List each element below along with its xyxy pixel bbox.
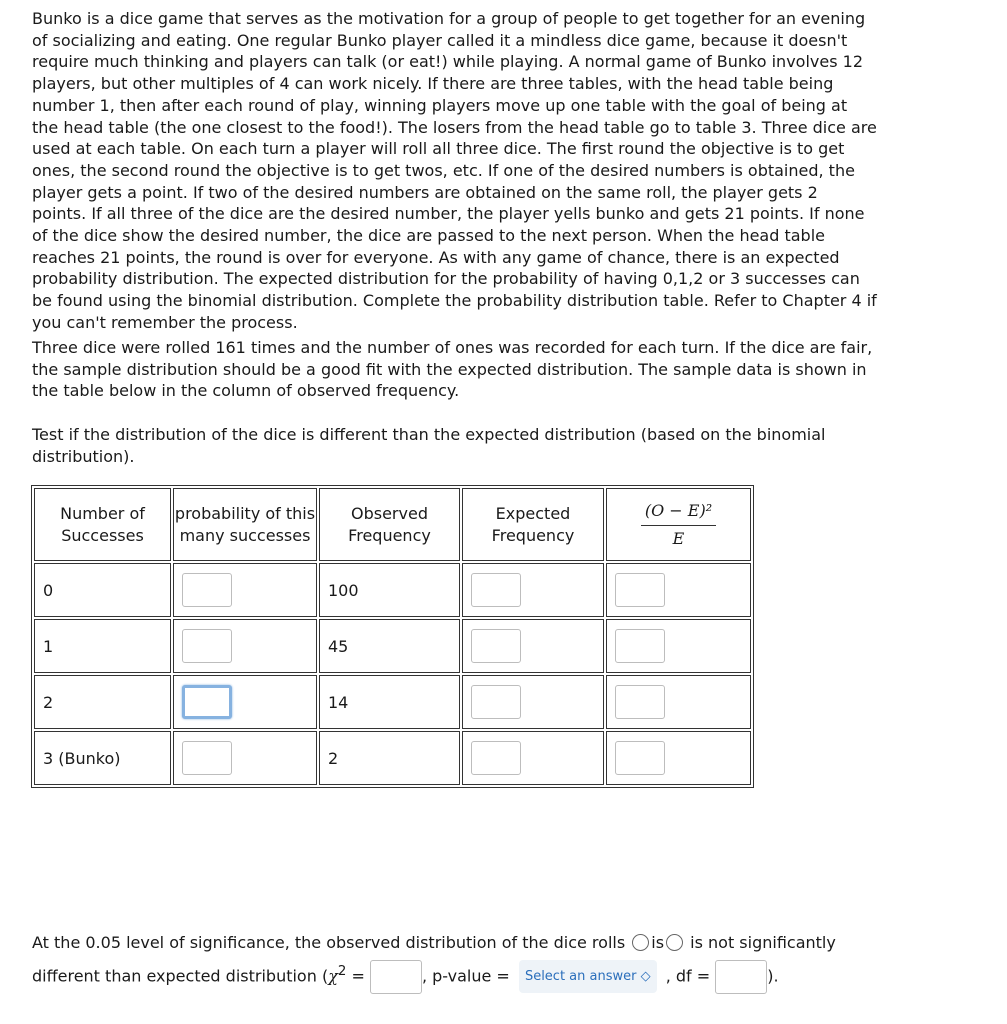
probability-input[interactable] [182,629,232,663]
conclusion-line-1 [32,928,932,957]
header-successes: Number of Successes [34,488,171,561]
successes-cell: 2 [34,675,171,729]
conclusion-line-2 [32,957,932,994]
chi-term-input[interactable] [615,741,665,775]
chi-fraction [641,500,716,549]
pvalue-label: , p-value = [421,966,510,986]
chi-square-input[interactable] [370,960,422,994]
df-input[interactable] [715,960,767,994]
observed-cell: 2 [319,731,460,785]
close-paren: ). [767,966,779,986]
header-chi-term [606,488,751,561]
header-probability: probability of this many successes [173,488,317,561]
chi-superscript: 2 [337,964,347,979]
header-observed: Observed Frequency [319,488,460,561]
expected-input[interactable] [471,685,521,719]
successes-cell: 3 (Bunko) [34,731,171,785]
probability-input[interactable] [182,741,232,775]
option-is-label: is [651,933,665,952]
expected-input[interactable] [471,629,521,663]
table-row [34,731,751,785]
option-is-not-label: is not significantly [690,933,836,952]
table-row [34,563,751,617]
table-header-row [34,488,751,561]
intro-paragraph-1: Bunko is a dice game that serves as the motivation for a group of people to get together for an evening of socializing and eating. One regular Bunko player called it a mindless dice game, because it doesn't require much thinking and players can talk (or eat!) while playing. A normal game of Bunko involves 12 players, but other multiples of 4 can work nicely. If there are three tables, with the head table being number 1, then after each round of play, winning players move up one table with the goal of being at the head table (the one closest to the food!). The losers from the head table go to table 3. Three dice are used at each table. On each turn a player will roll all three dice. The first round the objective is to get ones, the second round the objective is to get twos, etc. If one of the desired numbers is obtained, the player gets a point. If two of the desired numbers are obtained on the same roll, the player gets 2 points. If all three of the dice are the desired number, the player yells bunko and gets 21 points. If none of the dice show the desired number, the dice are passed to the next person. When the head table reaches 21 points, the round is over for everyone. As with any game of chance, there is an expected probability distribution. The expected distribution for the probability of having 0,1,2 or 3 successes can be found using the binomial distribution. Complete the probability distribution table. Refer to Chapter 4 if you can't remember the process. [32,9,877,332]
df-label: , df = [665,966,711,986]
radio-is[interactable] [632,934,649,951]
chi-symbol: χ [328,966,338,986]
probability-input[interactable] [182,573,232,607]
header-expected: Expected Frequency [462,488,604,561]
chi-denominator: E [672,528,685,548]
successes-cell: 0 [34,563,171,617]
observed-cell: 100 [319,563,460,617]
chi-numerator: (O − E)² [641,500,716,526]
successes-cell: 1 [34,619,171,673]
observed-cell: 14 [319,675,460,729]
intro-paragraph-3: Test if the distribution of the dice is different than the expected distribution (based on the binomial distribution). [32,425,826,466]
radio-is-not[interactable] [666,934,683,951]
distribution-table [31,485,754,788]
pvalue-select[interactable]: Select an answer ◇ [519,960,657,993]
expected-input[interactable] [471,573,521,607]
question-text [32,8,877,468]
chi-term-input[interactable] [615,573,665,607]
conclusion-prefix: At the 0.05 level of significance, the observed distribution of the dice rolls [32,933,626,952]
table-row [34,619,751,673]
intro-paragraph-2: Three dice were rolled 161 times and the number of ones was recorded for each turn. If the dice are fair, the sample distribution should be a good fit with the expected distribution. The sample data is shown in the table below in the column of observed frequency. [32,338,873,401]
line2-prefix: different than expected distribution ( [32,966,329,986]
probability-input[interactable] [182,685,232,719]
table-row [34,675,751,729]
observed-cell: 45 [319,619,460,673]
chi-term-input[interactable] [615,629,665,663]
chi-term-input[interactable] [615,685,665,719]
chi-equals: = [351,966,365,986]
conclusion-block [32,928,932,994]
expected-input[interactable] [471,741,521,775]
